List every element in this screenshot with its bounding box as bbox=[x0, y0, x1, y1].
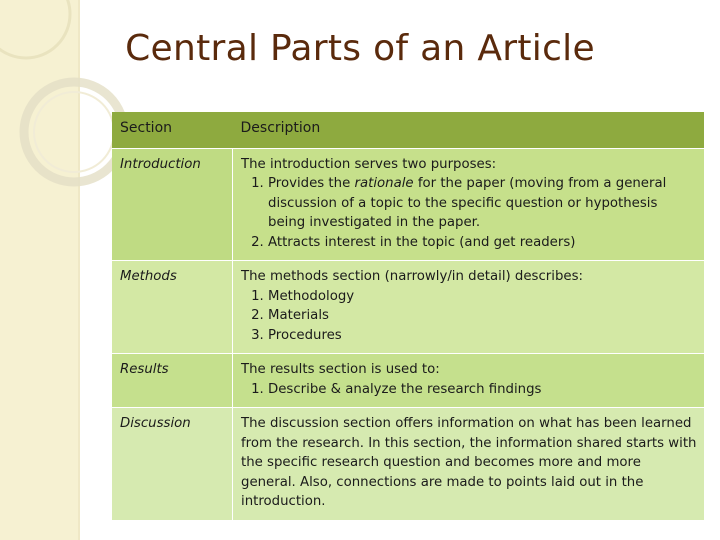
section-description bbox=[233, 148, 705, 261]
description-intro: The results section is used to: bbox=[241, 362, 440, 377]
article-parts-table bbox=[112, 112, 704, 521]
header-description: Description bbox=[233, 112, 705, 148]
description-intro: The introduction serves two purposes: bbox=[241, 156, 497, 172]
header-section: Section bbox=[112, 112, 233, 148]
list-item: 2. Materials bbox=[268, 306, 698, 326]
table-header-row bbox=[112, 112, 704, 148]
list-item: 1. Provides the rationale for the paper (moving from a general discussion of a topic to the specific question or hypothesis being investigated in the paper. bbox=[268, 174, 698, 233]
description-list bbox=[241, 174, 698, 252]
list-item: 3. Procedures bbox=[268, 326, 698, 346]
page-title: Central Parts of an Article bbox=[125, 28, 595, 69]
section-name: Introduction bbox=[112, 148, 233, 261]
description-intro: The discussion section offers information on what has been learned from the research. In this section, the information shared starts with the specific research question and becomes more and more general. Also, connections are made to points laid out in the introduction. bbox=[241, 416, 697, 509]
table-row bbox=[112, 408, 704, 521]
description-intro: The methods section (narrowly/in detail) describes: bbox=[241, 269, 583, 284]
section-name: Results bbox=[112, 354, 233, 408]
section-name: Discussion bbox=[112, 408, 233, 521]
table-row bbox=[112, 354, 704, 408]
description-list bbox=[241, 287, 698, 346]
section-description bbox=[233, 408, 705, 521]
section-name: Methods bbox=[112, 261, 233, 354]
section-description bbox=[233, 261, 705, 354]
list-item: 1. Describe & analyze the research findings bbox=[268, 380, 698, 400]
table-row bbox=[112, 148, 704, 261]
table-row bbox=[112, 261, 704, 354]
description-list bbox=[241, 380, 698, 400]
section-description bbox=[233, 354, 705, 408]
list-item: 1. Methodology bbox=[268, 287, 698, 307]
list-item: 2. Attracts interest in the topic (and get readers) bbox=[268, 233, 698, 253]
